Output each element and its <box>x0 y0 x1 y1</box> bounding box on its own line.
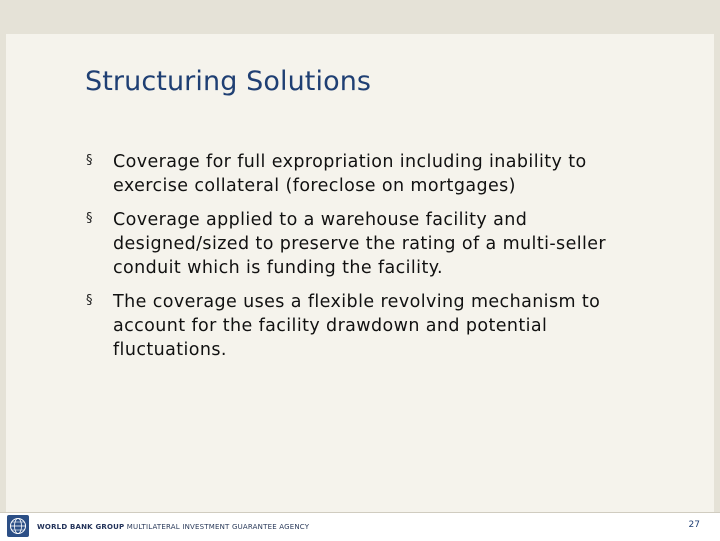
footer-org-primary: WORLD BANK GROUP <box>37 523 125 531</box>
bullet-marker: § <box>86 153 93 168</box>
bullet-item <box>86 150 646 198</box>
bullet-text: Coverage applied to a warehouse facility and designed/sized to preserve the rating of a multi-seller conduit which is funding the facility. <box>113 210 607 278</box>
bullet-item <box>86 208 646 280</box>
bullet-text: The coverage uses a flexible revolving mechanism to account for the facility drawdown and potential fluctuations. <box>113 292 601 360</box>
footer-org-secondary: MULTILATERAL INVESTMENT GUARANTEE AGENCY <box>126 523 310 531</box>
bullet-text: Coverage for full expropriation including inability to exercise collateral (foreclose on mortgages) <box>113 152 587 196</box>
footer-organization <box>37 523 309 531</box>
bullet-list <box>86 150 646 372</box>
page-number: 27 <box>688 520 700 530</box>
miga-globe-logo-icon <box>7 515 29 537</box>
bullet-marker: § <box>86 211 93 226</box>
bullet-item <box>86 290 646 362</box>
bullet-marker: § <box>86 293 93 308</box>
slide-title: Structuring Solutions <box>85 66 372 97</box>
